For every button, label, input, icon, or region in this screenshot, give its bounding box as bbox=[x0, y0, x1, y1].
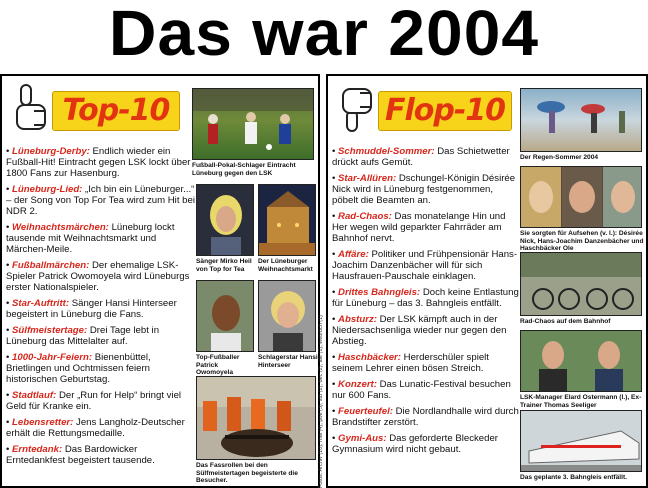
rain-photo bbox=[520, 88, 642, 152]
rain-caption: Der Regen-Sommer 2004 bbox=[520, 154, 599, 161]
thumbs-down-icon bbox=[332, 82, 380, 136]
train-photo bbox=[520, 410, 642, 472]
list-item: • Sülfmeistertage: Drei Tage lebt in Lüneburg das Mittelalter auf. bbox=[6, 325, 160, 347]
flop10-badge: Flop-10 bbox=[378, 91, 512, 131]
list-item: • Erntedank: Das Bardowicker Erntedankfest begeistert tausende. bbox=[6, 444, 155, 466]
list-item: • Affäre: Politiker und Frühpensionär Hans-Joachim Danzenbächer will für sich Hausfrauen-Pauschale einklagen. bbox=[332, 249, 518, 282]
flop10-panel bbox=[326, 74, 648, 488]
singer-caption: Sänger Mirko Heil von Top for Tea bbox=[196, 258, 252, 273]
train-caption: Das geplante 3. Bahngleis entfällt. bbox=[520, 474, 627, 481]
list-item: • Lebensretter: Jens Langholz-Deutscher erhält die Rettungsmedaille. bbox=[6, 417, 185, 439]
list-item: • Fußballmärchen: Der ehemalige LSK-Spieler Patrick Owomoyela wird Lüneburgs erster Nationalspieler. bbox=[6, 260, 190, 293]
list-item: • Stadtlauf: Der „Run for Help“ bringt viel Geld für Kranke ein. bbox=[6, 390, 182, 412]
managers-photo bbox=[520, 330, 642, 392]
owomoyela-photo bbox=[196, 280, 254, 352]
derby-caption: Fußball-Pokal-Schlager Eintracht Lüneburg gegen den LSK bbox=[192, 162, 296, 177]
list-item: • Feuerteufel: Die Nordlandhalle wird durch Brandstifter zerstört. bbox=[332, 406, 519, 428]
barrel-photo bbox=[196, 376, 316, 460]
owomoyela-caption: Top-Fußballer Patrick Owomoyela bbox=[196, 354, 240, 376]
list-item: • Lüneburg-Derby: Endlich wieder ein Fußball-Hit! Eintracht gegen LSK lockt über 1800 Fans zur Hasenburg. bbox=[6, 146, 191, 179]
top10-panel bbox=[0, 74, 320, 488]
barrel-caption: Das Fassrollen bei den Sülfmeistertagen begeisterte die Besucher. bbox=[196, 462, 298, 484]
list-item: • Konzert: Das Lunatic-Festival besuchen nur 600 Fans. bbox=[332, 379, 511, 401]
list-item: • Gymi-Aus: Das geforderte Bleckeder Gymnasium wird nicht gebaut. bbox=[332, 433, 499, 455]
top10-badge: Top-10 bbox=[52, 91, 180, 131]
bikes-photo bbox=[520, 252, 642, 316]
list-item: • Star-Auftritt: Sänger Hansi Hinterseer begeistert in Lüneburg die Fans. bbox=[6, 298, 177, 320]
market-caption: Der Lüneburger Weihnachtsmarkt bbox=[258, 258, 313, 273]
list-item: • 1000-Jahr-Feiern: Bienenbüttel, Brietlingen und Ochtmissen feiern historischen Geburtstag. bbox=[6, 352, 151, 385]
list-item: • Weihnachtsmärchen: Lüneburg lockt tausende mit Weihnachtsmarkt und Märchen-Meile. bbox=[6, 222, 175, 255]
faces-caption: Sie sorgten für Aufsehen (v. l.): Désirée Nick, Hans-Joachim Danzenbächer und Haschbäcker Ole bbox=[520, 230, 644, 252]
market-photo bbox=[258, 184, 316, 256]
list-item: • Rad-Chaos: Das monatelange Hin und Her wegen wild geparkter Fahrräder am Bahnhof nervt. bbox=[332, 211, 506, 244]
list-item: • Drittes Bahngleis: Doch keine Entlastung für Lüneburg – das 3. Bahngleis entfällt. bbox=[332, 287, 519, 309]
singer-photo bbox=[196, 184, 254, 256]
bikes-caption: Rad-Chaos auf dem Bahnhof bbox=[520, 318, 611, 325]
derby-photo bbox=[192, 88, 314, 160]
list-item: • Lüneburg-Lied: „Ich bin ein Lüneburger...“ – der Song von Top For Tea wird zum Hit bei NDR 2. bbox=[6, 184, 195, 217]
list-item: • Schmuddel-Sommer: Das Schietwetter drückt aufs Gemüt. bbox=[332, 146, 510, 168]
hinterseer-caption: Schlagerstar Hansi Hinterseer bbox=[258, 354, 318, 369]
thumbs-up-icon bbox=[6, 82, 54, 136]
list-item: • Absturz: Der LSK kämpft auch in der Niedersachsenliga wieder nur gegen den Abstieg. bbox=[332, 314, 507, 347]
photo-credit: Fotos: Archiv (10), mai (4), poe (3), stb (2), bec (2), ale (1), web/dch (1) bbox=[318, 314, 324, 488]
faces-photo bbox=[520, 166, 642, 228]
managers-caption: LSK-Manager Elard Ostermann (l.), Ex-Trainer Thomas Seeliger bbox=[520, 394, 642, 409]
top10-list bbox=[6, 146, 196, 471]
list-item: • Haschbäcker: Herderschüler spielt seinem Lehrer einen bösen Streich. bbox=[332, 352, 489, 374]
flop10-list bbox=[332, 146, 520, 460]
list-item: • Star-Allüren: Dschungel-Königin Désirée Nick wird in Lüneburg festgenommen, pöbelt die Beamten an. bbox=[332, 173, 516, 206]
hinterseer-photo bbox=[258, 280, 316, 352]
headline: Das war 2004 bbox=[108, 0, 540, 69]
